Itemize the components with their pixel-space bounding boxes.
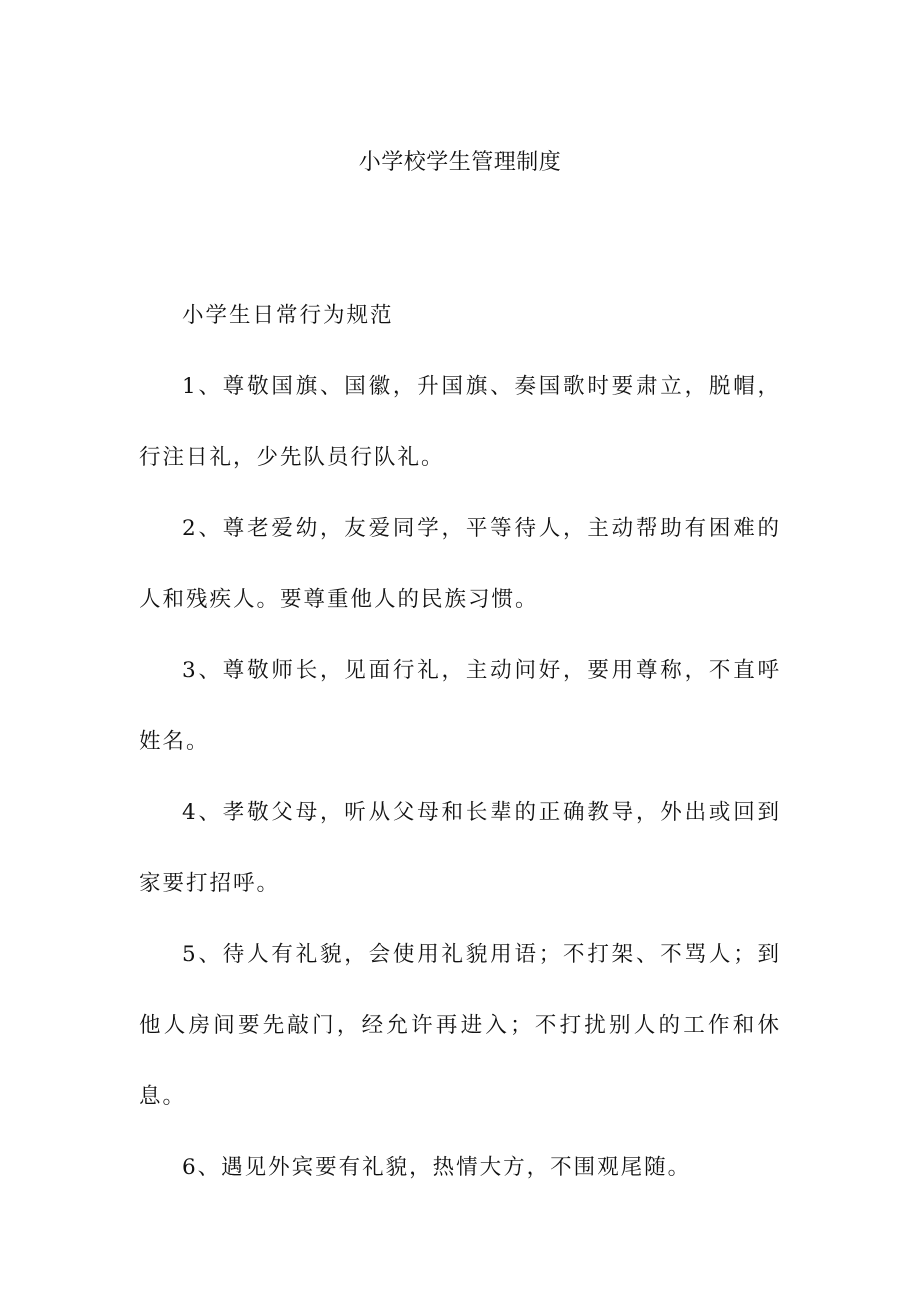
rule-paragraph-1: 1、尊敬国旗、国徽，升国旗、奏国歌时要肃立，脱帽，行注日礼，少先队员行队礼。 [139,374,781,470]
rule-paragraph-4: 4、孝敬父母，听从父母和长辈的正确教导，外出或回到家要打招呼。 [139,800,781,896]
document-body [139,280,781,1203]
rule-paragraph-6: 6、遇见外宾要有礼貌，热情大方，不围观尾随。 [182,1155,692,1180]
rule-paragraph-3: 3、尊敬师长，见面行礼，主动问好，要用尊称，不直呼姓名。 [139,658,781,754]
rule-paragraph-5: 5、待人有礼貌，会使用礼貌用语；不打架、不骂人；到他人房间要先敲门，经允许再进入；不打扰别人的工作和休息。 [139,942,781,1109]
document-title: 小学校学生管理制度 [358,150,562,175]
section-heading: 小学生日常行为规范 [182,303,394,328]
rule-paragraph-2: 2、尊老爱幼，友爱同学，平等待人，主动帮助有困难的人和残疾人。要尊重他人的民族习惯。 [139,516,781,612]
